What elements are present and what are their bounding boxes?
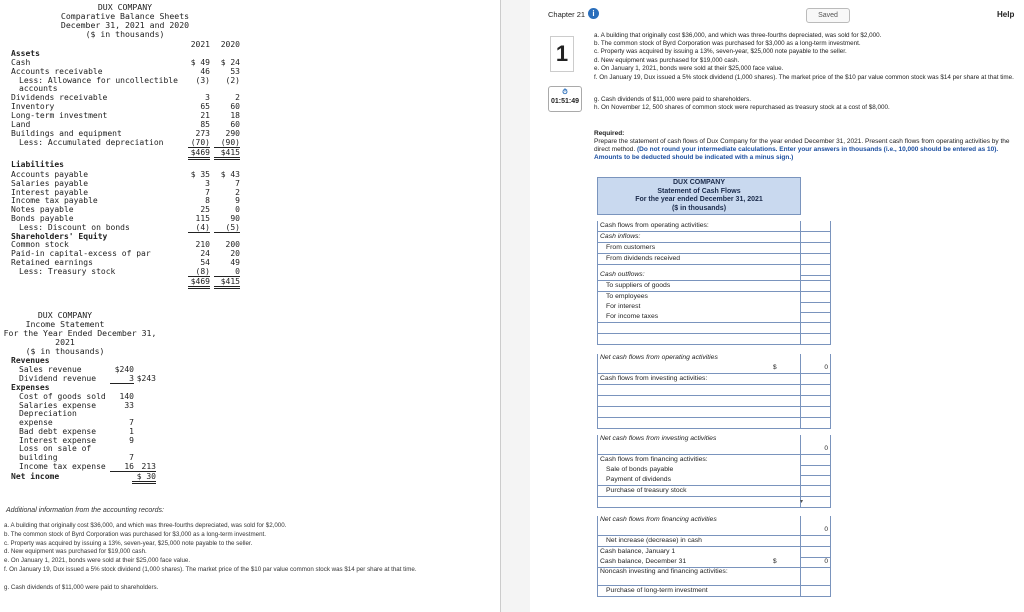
clock-icon: ⏱ (562, 89, 568, 96)
is-revenue-v1: $240 (114, 365, 134, 374)
bs-asset-label: Accounts receivable (11, 67, 103, 76)
is-expense-label: Income tax expense (19, 461, 106, 471)
is-company: DUX COMPANY (37, 310, 93, 320)
bs-asset-v1: 3 (205, 93, 210, 102)
bs-company: DUX COMPANY (97, 2, 153, 12)
bs-liab-v2: 2 (235, 187, 240, 197)
additional-info-item: a. A building that originally cost $36,000, and which was three-fourths depreciated, was sold for $2,000. (4, 522, 287, 529)
is-revenue-label: Dividend revenue (19, 374, 97, 383)
bs-equity-label: Less: Treasury stock (19, 266, 116, 276)
bs-asset-label: Inventory (11, 102, 55, 111)
is-expense-label: Depreciation (19, 409, 77, 419)
required-text (594, 138, 1019, 162)
bs-liab-v1: 8 (205, 196, 210, 206)
amount-input[interactable] (801, 486, 831, 497)
is-period-2: 2021 (55, 337, 75, 347)
bs-liab-v2: 90 (230, 214, 240, 223)
amount-input[interactable] (801, 312, 831, 323)
net-income-value: $ 30 (132, 472, 156, 484)
stmt-row-for-interest[interactable]: For interest (597, 302, 801, 313)
stmt-row-inv-header: Cash flows from investing activities: (597, 374, 801, 385)
question-item: g. Cash dividends of $11,000 were paid to shareholders. (594, 96, 752, 103)
is-expense-v1: 7 (129, 452, 134, 462)
question-panel (530, 0, 1024, 612)
help-button[interactable]: Help (997, 10, 1015, 19)
equity-label: Shareholders' Equity (11, 231, 108, 241)
bs-asset-label: Land (11, 120, 31, 129)
stmt-row-purchase-treasury[interactable]: Purchase of treasury stock (597, 486, 801, 497)
timer (548, 86, 582, 112)
bs-title: Comparative Balance Sheets (60, 11, 190, 21)
is-period-1: For the Year Ended December 31, (3, 328, 157, 338)
bs-asset-label: Dividends receivable (11, 93, 108, 102)
blank-entry-row[interactable] (597, 407, 801, 418)
question-item: f. On January 19, Dux issued a 5% stock dividend (1,000 shares). The market price of the $10 par value common stock was $14 per share at that time. (594, 74, 1014, 81)
bs-asset-v2: (90) (214, 138, 240, 148)
amount-input[interactable] (801, 418, 831, 429)
bs-equity-v1: (8) (188, 267, 210, 277)
question-item: h. On November 12, 500 shares of common stock were repurchased as treasury stock at a cost of $8,000. (594, 104, 890, 111)
cash-flow-statement (597, 177, 801, 215)
bs-equity-v1: 24 (200, 249, 210, 259)
bs-liab-v1: (4) (188, 223, 210, 233)
stmt-company: DUX COMPANY (673, 179, 725, 186)
bs-liab-label: Income tax payable (11, 196, 98, 206)
amount-input[interactable] (801, 385, 831, 396)
bs-liab-v2: 0 (235, 205, 240, 215)
question-item: d. New equipment was purchased for $19,000 cash. (594, 57, 740, 64)
total-value: 0 (824, 558, 828, 565)
amount-cell (801, 221, 831, 232)
question-item: c. Property was acquired by issuing a 13%, seven-year, $25,000 note payable to the seller. (594, 48, 847, 55)
question-number: 1 (550, 36, 574, 72)
bs-asset-label: Cash (11, 58, 31, 67)
bs-year2: 2020 (220, 40, 240, 49)
panel-divider[interactable] (500, 0, 530, 612)
stmt-title: Statement of Cash Flows (657, 187, 741, 195)
bs-liab-label: Salaries payable (11, 178, 89, 188)
required-text-plain: Prepare the statement of cash flows of Dux Company for the year ended December 31, 2021. Present cash flows from operating activities by the direct method. (594, 138, 1010, 153)
bs-equity-v1: 210 (195, 240, 210, 250)
bs-assets-total-v1: $469 (188, 148, 210, 160)
stmt-row-fin-header: Cash flows from financing activities: (597, 455, 801, 466)
expenses-label: Expenses (11, 383, 50, 392)
stmt-row-noncash: Noncash investing and financing activities: (597, 568, 801, 586)
bs-liab-v2: $ 43 (220, 170, 240, 179)
bs-asset-v2: 53 (230, 67, 240, 76)
is-title: Income Statement (25, 319, 105, 329)
question-item: e. On January 1, 2021, bonds were sold at their $25,000 face value. (594, 65, 784, 72)
stmt-row-to-suppliers[interactable]: To suppliers of goods (597, 281, 801, 292)
stmt-row-net-inv: Net cash flows from investing activities (597, 435, 801, 455)
is-expense-v1: 140 (119, 392, 134, 401)
liabilities-label: Liabilities (11, 160, 64, 169)
bs-equity-v2: 200 (225, 240, 240, 250)
amount-input[interactable] (801, 407, 831, 418)
amount-input[interactable] (801, 243, 831, 254)
total-value: 0 (824, 526, 828, 533)
blank-entry-row[interactable] (597, 323, 801, 334)
is-expense-label: building (19, 452, 58, 462)
bs-liab-v2: 7 (235, 178, 240, 188)
is-expense-label: Loss on sale of (19, 444, 92, 454)
is-expense-v1: 33 (124, 400, 134, 410)
stmt-row-purchase-lti[interactable]: Purchase of long-term investment (597, 586, 801, 597)
question-item: b. The common stock of Byrd Corporation was purchased for $3,000 as a long-term investment. (594, 40, 861, 47)
amount-input[interactable] (801, 334, 831, 345)
bs-asset-label: Less: Accumulated depreciation (19, 138, 164, 147)
bs-asset-v2: (2) (225, 76, 240, 85)
bs-liab-v1: 25 (200, 205, 210, 215)
amount-input[interactable] (801, 323, 831, 334)
is-revenue-v2: $243 (136, 374, 156, 383)
amount-input[interactable] (801, 586, 831, 597)
amount-cell (801, 270, 831, 281)
stmt-row-from-customers[interactable]: From customers (597, 243, 801, 254)
is-expense-v1: 16 (110, 462, 134, 472)
bs-equity-v1: 54 (200, 258, 210, 267)
stmt-header (597, 177, 801, 215)
bs-equity-v2: 0 (214, 267, 240, 277)
amount-input[interactable] (801, 281, 831, 292)
bs-asset-v1: 21 (200, 111, 210, 120)
stmt-row-net-fin: Net cash flows from financing activities (597, 516, 801, 536)
required-label: Required: (594, 130, 625, 137)
additional-info-title: Additional information from the accounting records: (6, 507, 164, 514)
reference-panel (0, 0, 500, 612)
bs-liab-label: Bonds payable (11, 214, 74, 223)
bs-asset-v2: 60 (230, 102, 240, 111)
bs-liab-label: Accounts payable (11, 170, 89, 179)
bs-liab-label: Interest payable (11, 187, 89, 197)
amount-input[interactable] (801, 396, 831, 407)
bs-asset-v1: (3) (195, 76, 210, 85)
question-item: a. A building that originally cost $36,000, and which was three-fourths depreciated, was sold for $2,000. (594, 32, 882, 39)
stmt-row-for-taxes[interactable]: For income taxes (597, 312, 801, 323)
bs-le-total-v1: $469 (188, 277, 210, 289)
bs-assets-total-v2: $415 (214, 148, 240, 160)
stmt-period: For the year ended December 31, 2021 (635, 196, 763, 203)
info-icon[interactable]: i (588, 8, 599, 19)
stmt-row-sale-bonds[interactable]: Sale of bonds payable (597, 465, 801, 476)
stmt-row-cash-begin[interactable]: Cash balance, January 1 (597, 547, 801, 558)
total-value: 0 (824, 445, 828, 452)
bs-asset-v1: 273 (195, 129, 210, 138)
additional-info-item: d. New equipment was purchased for $19,000 cash. (4, 548, 147, 555)
bs-asset-label: Long-term investment (11, 111, 108, 120)
revenues-label: Revenues (11, 356, 50, 365)
amount-cell (801, 568, 831, 586)
bs-asset-v1: (70) (188, 138, 210, 148)
is-expense-label: expense (19, 418, 53, 428)
bs-liab-v1: 3 (205, 178, 210, 188)
bs-liab-v2: 9 (235, 196, 240, 206)
is-expense-label: Interest expense (19, 435, 97, 445)
is-expense-v2: 213 (134, 462, 156, 472)
blank-entry-row[interactable] (597, 418, 801, 429)
additional-info-item: f. On January 19, Dux issued a 5% stock dividend (1,000 shares). The market price of the $10 par value common stock was $14 per share at that time. (4, 566, 417, 573)
is-expense-v1: 9 (129, 435, 134, 445)
stmt-row-op-header: Cash flows from operating activities: (597, 221, 801, 232)
additional-info-item: c. Property was acquired by issuing a 13%, seven-year, $25,000 note payable to the seller. (4, 540, 253, 547)
bs-equity-label: Retained earnings (11, 258, 93, 267)
is-expense-v1: 7 (129, 418, 134, 428)
amount-input[interactable] (801, 475, 831, 486)
is-expense-label: Bad debt expense (19, 426, 97, 436)
bs-asset-v1: $ 49 (190, 58, 210, 67)
bs-liab-v1: 115 (195, 214, 210, 223)
bs-asset-v2: $ 24 (220, 58, 240, 67)
stmt-units: ($ in thousands) (671, 204, 727, 212)
is-revenue-v1: 3 (110, 374, 134, 384)
stmt-row-cash-end: Cash balance, December 31 (597, 557, 801, 568)
assets-label: Assets (11, 49, 40, 58)
bs-asset-label: Less: Allowance for uncollectible (19, 76, 178, 85)
bs-asset-v2: 290 (225, 129, 240, 138)
blank-entry-row[interactable] (597, 497, 801, 508)
stmt-row-cash-outflows: Cash outflows: (597, 270, 801, 281)
dropdown-arrow-icon[interactable]: ▾ (800, 499, 804, 505)
blank-entry-row[interactable] (597, 385, 801, 396)
bs-liab-v1: $ 35 (190, 170, 210, 179)
bs-equity-label: Common stock (11, 240, 69, 250)
additional-info-item: b. The common stock of Byrd Corporation was purchased for $3,000 as a long-term investment. (4, 531, 266, 538)
bs-equity-v2: 20 (230, 249, 240, 259)
bs-equity-label: Paid-in capital-excess of par (11, 249, 151, 259)
stmt-row-to-employees[interactable]: To employees (597, 292, 801, 303)
stmt-row-net-op: Net cash flows from operating activities (597, 354, 801, 374)
bs-asset-v2: 60 (230, 120, 240, 129)
stmt-row-cash-inflows: Cash inflows: (597, 232, 801, 243)
bs-liab-label: Less: Discount on bonds (19, 222, 130, 232)
bs-asset-v1: 65 (200, 102, 210, 111)
bs-le-total-v2: $415 (214, 277, 240, 289)
is-units: ($ in thousands) (25, 346, 105, 356)
bs-units: ($ in thousands) (85, 29, 165, 39)
bs-asset-label: Buildings and equipment (11, 129, 122, 138)
bs-liab-v2: (5) (214, 223, 240, 233)
dollar-sign: $ (773, 558, 777, 565)
net-income-label: Net income (11, 472, 60, 482)
amount-cell (801, 232, 831, 243)
bs-asset-v1: 85 (200, 120, 210, 129)
bs-asset-label: accounts (19, 84, 58, 93)
bs-asset-v2: 2 (235, 93, 240, 102)
amount-cell (801, 374, 831, 385)
bs-liab-label: Notes payable (11, 205, 74, 215)
saved-status: Saved (806, 8, 850, 23)
chapter-label: Chapter 21 (548, 10, 586, 19)
amount-cell (801, 536, 831, 547)
additional-info-item: e. On January 1, 2021, bonds were sold at their $25,000 face value. (4, 557, 191, 564)
total-value: 0 (824, 364, 828, 371)
is-revenue-label: Sales revenue (19, 365, 82, 374)
bs-asset-v1: 46 (200, 67, 210, 76)
bs-equity-v2: 49 (230, 258, 240, 267)
additional-info-item: g. Cash dividends of $11,000 were paid to shareholders. (4, 584, 159, 591)
dollar-sign: $ (773, 364, 777, 371)
required-text-bold: (Do not round your intermediate calculations. Enter your answers in thousands (i.e., 10,000 should be entered as 10). Amounts to be deducted should be indicated with a minus sign.) (594, 146, 999, 161)
stmt-row-from-dividends[interactable]: From dividends received (597, 254, 801, 265)
is-expense-label: Salaries expense (19, 400, 97, 410)
timer-value: 01:51:49 (550, 98, 580, 105)
stmt-row-payment-div[interactable]: Payment of dividends (597, 475, 801, 486)
blank-entry-row[interactable] (597, 396, 801, 407)
bs-year1: 2021 (190, 40, 210, 49)
amount-input[interactable] (801, 254, 831, 265)
bs-liab-v1: 7 (205, 187, 210, 197)
is-expense-label: Cost of goods sold (19, 392, 106, 401)
blank-entry-row[interactable] (597, 334, 801, 345)
is-expense-v1: 1 (129, 426, 134, 436)
bs-asset-v2: 18 (230, 111, 240, 120)
bs-date: December 31, 2021 and 2020 (60, 20, 190, 30)
stmt-row-net-increase: Net increase (decrease) in cash (597, 536, 801, 547)
